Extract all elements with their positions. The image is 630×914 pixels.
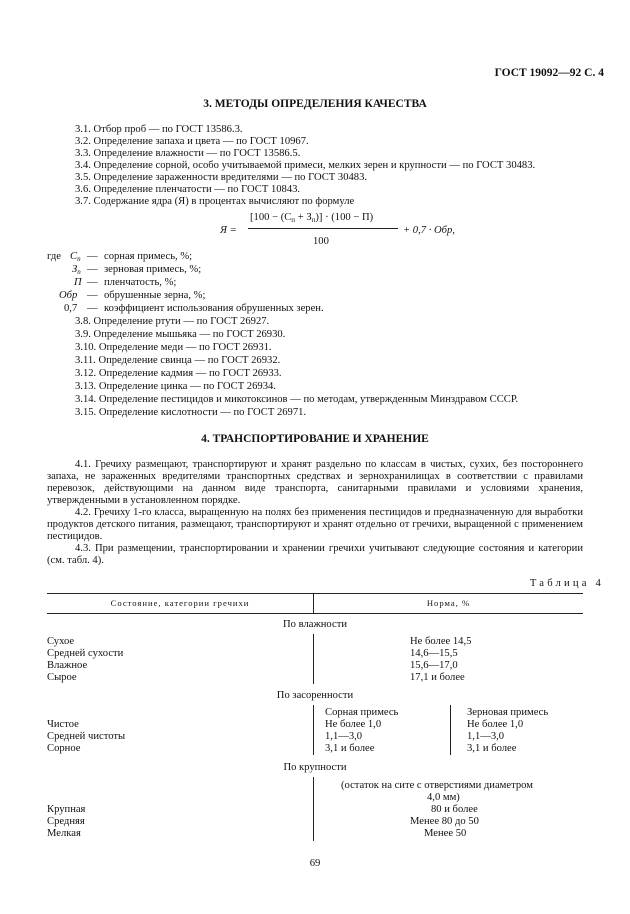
table-top-rule: [47, 593, 583, 594]
subheader-weed-impurity: Сорная примесь: [325, 707, 399, 718]
doc-header: ГОСТ 19092—92 С. 4: [494, 67, 604, 79]
table-row-value: 3,1 и более: [325, 743, 375, 754]
def-dash: —: [87, 290, 98, 301]
formula-num-part-c: )] · (100 − П): [315, 212, 374, 223]
def-symbol-sub: п: [77, 255, 81, 263]
table-col-divider: [313, 777, 314, 841]
table-row-value: Менее 80 до 50: [410, 816, 479, 827]
table-col1-header: Состояние, категории гречихи: [110, 598, 250, 608]
table-row-label: Чистое: [47, 719, 79, 730]
paragraph-4-1: 4.1. Гречиху размещают, транспортируют и хранят раздельно по классам в чистых, сухих, без постороннего запаха, не зараженных вредителями транспортных средствах и зернохранилищах в соответствии с правилами перевозок, действующими на данном виде транспорта, санитарными правилами и условиями хранения, утвержденными в установленном порядке.: [47, 459, 583, 506]
table-row-value: Не более 1,0: [325, 719, 382, 730]
table-caption: Таблица 4: [529, 578, 604, 589]
table-col-divider: [313, 634, 314, 684]
list-item: 3.15. Определение кислотности — по ГОСТ 26971.: [75, 407, 307, 418]
table-row-label: Средней чистоты: [47, 731, 126, 742]
group-title-size: По крупности: [283, 762, 347, 773]
table-row-label: Сорное: [47, 743, 81, 754]
paragraph-4-3: 4.3. При размещении, транспортировании и хранении гречихи учитывают следующие состояния и категории (см. табл. 4).: [47, 543, 583, 566]
formula-lhs: Я =: [220, 225, 237, 236]
def-symbol: П: [74, 277, 82, 288]
table-row-label: Средняя: [47, 816, 85, 827]
group-title-moisture: По влажности: [283, 619, 347, 630]
table-row-value: 1,1—3,0: [325, 731, 363, 742]
formula-num-sub-z: п: [311, 216, 316, 224]
def-text: пленчатость, %;: [104, 277, 177, 288]
list-item: 3.3. Определение влажности — по ГОСТ 13586.5.: [75, 148, 301, 159]
list-item: 3.8. Определение ртути — по ГОСТ 26927.: [75, 316, 270, 327]
list-item: 3.14. Определение пестицидов и микотоксинов — по методам, утвержденным Минздравом СССР.: [75, 394, 519, 405]
table-header-rule: [47, 613, 583, 614]
where-word: где: [47, 251, 61, 262]
list-item: 3.10. Определение меди — по ГОСТ 26931.: [75, 342, 272, 353]
table-row-value: 17,1 и более: [410, 672, 465, 683]
table-row-value: 3,1 и более: [467, 743, 517, 754]
def-dash: —: [87, 303, 98, 314]
def-symbol: [70, 251, 81, 265]
table-row-value: Не более 14,5: [410, 636, 472, 647]
section3-title: 3. МЕТОДЫ ОПРЕДЕЛЕНИЯ КАЧЕСТВА: [203, 98, 427, 110]
formula-tail: + 0,7 · Обр,: [403, 225, 455, 236]
def-symbol-text: З: [72, 264, 78, 275]
def-text: коэффициент использования обрушенных зерен.: [104, 303, 324, 314]
table-row-value: 14,6—15,5: [410, 648, 458, 659]
table-header-divider: [313, 593, 314, 613]
table-row-value: 15,6—17,0: [410, 660, 458, 671]
def-dash: —: [87, 277, 98, 288]
size-note-line1: (остаток на сите с отверстиями диаметром: [341, 780, 533, 791]
group-title-contamination: По засоренности: [276, 690, 354, 701]
formula-num-part-b: + З: [295, 212, 312, 223]
table-row-label: Мелкая: [47, 828, 81, 839]
section4-title: 4. ТРАНСПОРТИРОВАНИЕ И ХРАНЕНИЕ: [201, 433, 429, 445]
formula-num-sub-c: п: [291, 216, 296, 224]
def-symbol-text: С: [70, 251, 78, 262]
list-item: 3.1. Отбор проб — по ГОСТ 13586.3.: [75, 124, 243, 135]
page-number: 69: [309, 858, 321, 869]
table-col-divider: [313, 705, 314, 755]
formula-denominator: 100: [313, 236, 329, 247]
list-item: 3.2. Определение запаха и цвета — по ГОСТ 10967.: [75, 136, 309, 147]
list-item: 3.5. Определение зараженности вредителями — по ГОСТ 30483.: [75, 172, 368, 183]
table-row-value: 1,1—3,0: [467, 731, 505, 742]
list-item: 3.11. Определение свинца — по ГОСТ 26932.: [75, 355, 281, 366]
def-text: сорная примесь, %;: [104, 251, 193, 262]
subheader-grain-impurity: Зерновая примесь: [467, 707, 549, 718]
list-item: 3.9. Определение мышьяка — по ГОСТ 26930.: [75, 329, 286, 340]
table-row-value: 80 и более: [431, 804, 478, 815]
table-row-label: Сырое: [47, 672, 77, 683]
list-item: 3.4. Определение сорной, особо учитываемой примеси, мелких зерен и крупности — по ГОСТ 30483.: [75, 160, 536, 171]
def-dash: —: [87, 251, 98, 262]
table-row-label: Сухое: [47, 636, 75, 647]
list-item: 3.13. Определение цинка — по ГОСТ 26934.: [75, 381, 276, 392]
def-text: обрушенные зерна, %;: [104, 290, 206, 301]
table-row-value: Не более 1,0: [467, 719, 524, 730]
formula-numerator: [250, 212, 373, 226]
table-subcol-divider: [450, 705, 451, 755]
table-row-label: Влажное: [47, 660, 88, 671]
formula-num-part-a: [100 − (С: [250, 212, 292, 223]
table-row-label: Крупная: [47, 804, 86, 815]
size-note-line2: 4,0 мм): [427, 792, 460, 803]
def-dash: —: [87, 264, 98, 275]
list-item: 3.7. Содержание ядра (Я) в процентах вычисляют по формуле: [75, 196, 355, 207]
def-symbol: 0,7: [64, 303, 78, 314]
paragraph-4-2: 4.2. Гречиху 1-го класса, выращенную на полях без применения пестицидов и предназначенную для выработки продуктов детского питания, размещают, транспортируют и хранят отдельно от гречихи, выращенной с применением пестицидов.: [47, 507, 583, 542]
def-symbol: [72, 264, 81, 278]
list-item: 3.6. Определение пленчатости — по ГОСТ 10843.: [75, 184, 301, 195]
def-symbol-sub: п: [77, 268, 81, 276]
list-item: 3.12. Определение кадмия — по ГОСТ 26933.: [75, 368, 282, 379]
formula-fraction-line: [248, 228, 398, 229]
def-text: зерновая примесь, %;: [104, 264, 202, 275]
table-row-label: Средней сухости: [47, 648, 124, 659]
table-row-value: Менее 50: [424, 828, 467, 839]
def-symbol: Обр: [59, 290, 78, 301]
table-col2-header: Норма, %: [426, 598, 471, 608]
